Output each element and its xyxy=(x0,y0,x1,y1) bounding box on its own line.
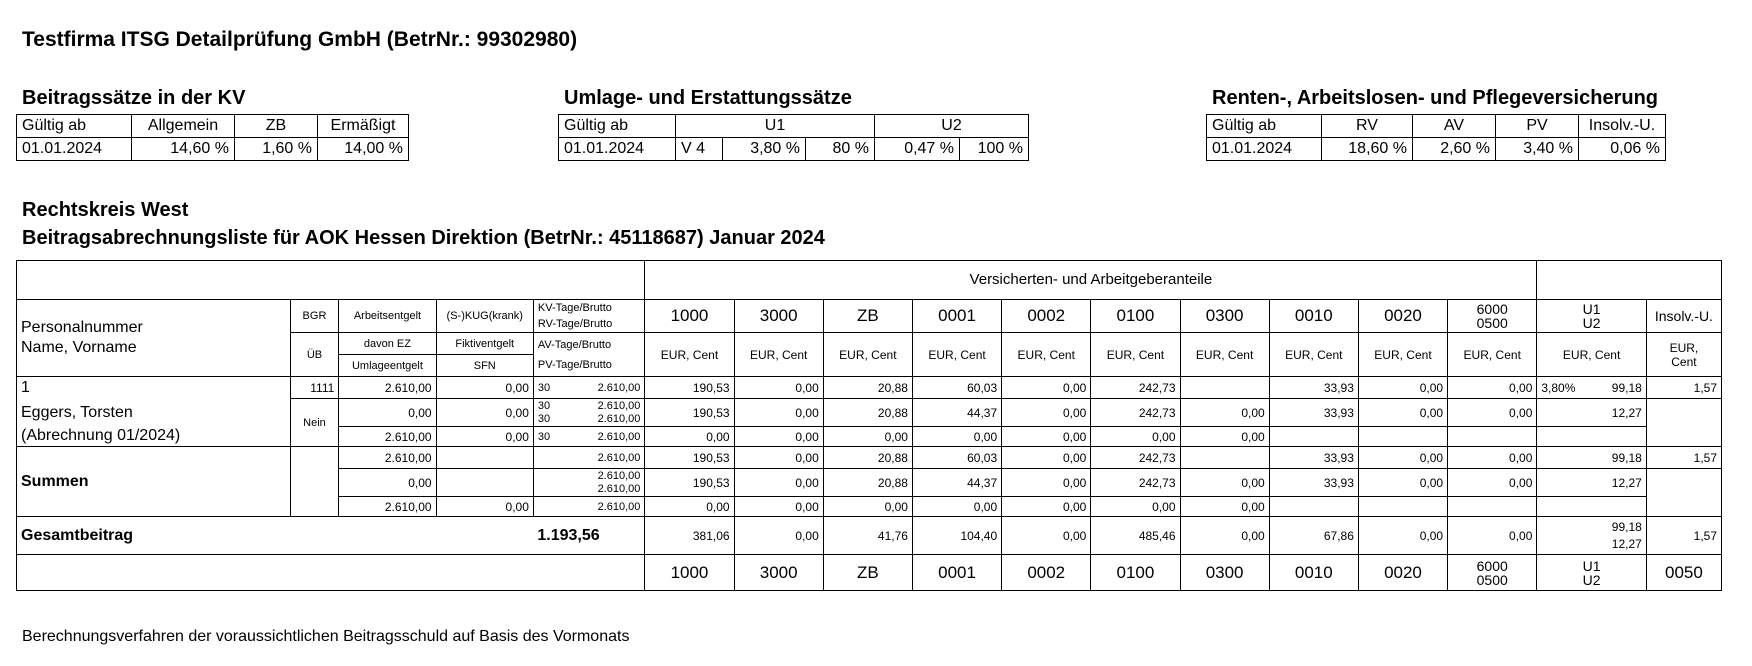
employee-row2-6000: 0,00 xyxy=(1448,399,1537,427)
header-personalnummer: Personalnummer xyxy=(21,319,143,336)
footer-code-0001: 0001 xyxy=(912,555,1001,591)
header-davon-ez: davon EZ xyxy=(339,333,436,355)
umlage-cell-verfahren: V 4 xyxy=(676,138,723,161)
umlage-cell-u2-erst: 100 % xyxy=(960,138,1029,161)
employee-row1-0300 xyxy=(1180,377,1269,399)
employee-tage-3-days: 30 xyxy=(537,412,551,425)
summen-kug-3: 0,00 xyxy=(436,497,533,517)
summen-brutto-2: 2.610,00 xyxy=(597,469,641,482)
kv-header-zb: ZB xyxy=(235,115,318,138)
kv-cell-zb: 1,60 % xyxy=(235,138,318,161)
summen-entgelt-1: 2.610,00 xyxy=(339,447,436,469)
summen-row1-0001: 60,03 xyxy=(912,447,1001,469)
summen-brutto-23 xyxy=(533,469,645,497)
umlage-cell-u1-rate: 3,80 % xyxy=(723,138,806,161)
employee-row2-0002: 0,00 xyxy=(1002,399,1091,427)
code-0300: 0300 xyxy=(1180,300,1269,333)
rv-rates-table xyxy=(1206,114,1666,161)
summen-row2-3000: 0,00 xyxy=(734,469,823,497)
footer-code-6000: 6000 xyxy=(1476,557,1508,574)
employee-name: Eggers, Torsten xyxy=(17,399,291,427)
gesamt-0020: 0,00 xyxy=(1358,517,1447,555)
summen-kug-1 xyxy=(436,447,533,469)
rv-cell-av: 2,60 % xyxy=(1413,138,1496,161)
employee-row2-0020: 0,00 xyxy=(1358,399,1447,427)
code-0500: 0500 xyxy=(1476,315,1508,331)
employee-row3-6000 xyxy=(1448,427,1537,447)
employee-ueb: Nein xyxy=(290,399,339,447)
employee-tage-4 xyxy=(533,427,645,447)
unit-0001: EUR, Cent xyxy=(912,333,1001,377)
code-0010: 0010 xyxy=(1269,300,1358,333)
gesamt-0001: 104,40 xyxy=(912,517,1001,555)
footer-code-1000: 1000 xyxy=(645,555,734,591)
footer-code-zb: ZB xyxy=(823,555,912,591)
employee-row1-0020: 0,00 xyxy=(1358,377,1447,399)
summen-row1-0020: 0,00 xyxy=(1358,447,1447,469)
kv-cell-ermaessigt: 14,00 % xyxy=(318,138,409,161)
summen-label: Summen xyxy=(17,447,291,517)
employee-tage-2-brutto: 2.610,00 xyxy=(597,399,641,412)
rv-header-av: AV xyxy=(1413,115,1496,138)
rv-cell-date: 01.01.2024 xyxy=(1207,138,1322,161)
summen-u1: 99,18 xyxy=(1537,447,1646,469)
rechtskreis-heading xyxy=(22,196,825,252)
summen-bgr-blank xyxy=(290,447,339,517)
unit-3000: EUR, Cent xyxy=(734,333,823,377)
gesamt-1000: 381,06 xyxy=(645,517,734,555)
summen-entgelt-3: 2.610,00 xyxy=(339,497,436,517)
employee-row1-0002: 0,00 xyxy=(1002,377,1091,399)
rv-header-gueltig: Gültig ab xyxy=(1207,115,1322,138)
summen-row2-0010: 33,93 xyxy=(1269,469,1358,497)
employee-period: (Abrechnung 01/2024) xyxy=(17,427,291,447)
unit-0002: EUR, Cent xyxy=(1002,333,1091,377)
summen-insolv-blank xyxy=(1646,469,1721,517)
employee-row1-6000: 0,00 xyxy=(1448,377,1537,399)
header-av-tage-label: AV-Tage/Brutto xyxy=(537,338,612,351)
employee-row2-zb: 20,88 xyxy=(823,399,912,427)
kv-header-ermaessigt: Ermäßigt xyxy=(318,115,409,138)
gesamt-6000: 0,00 xyxy=(1448,517,1537,555)
summen-row1-0010: 33,93 xyxy=(1269,447,1358,469)
summen-row1-0002: 0,00 xyxy=(1002,447,1091,469)
employee-row3-0001: 0,00 xyxy=(912,427,1001,447)
footer-code-0300: 0300 xyxy=(1180,555,1269,591)
summen-brutto-3: 2.610,00 xyxy=(597,482,641,495)
summen-brutto-4: 2.610,00 xyxy=(533,497,645,517)
header-ueb: ÜB xyxy=(290,333,339,377)
employee-row2-0001: 44,37 xyxy=(912,399,1001,427)
employee-row3-0020 xyxy=(1358,427,1447,447)
unit-0010: EUR, Cent xyxy=(1269,333,1358,377)
header-rv-tage-label: RV-Tage/Brutto xyxy=(537,318,613,330)
employee-row2-3000: 0,00 xyxy=(734,399,823,427)
footer-code-0002: 0002 xyxy=(1002,555,1091,591)
footer-code-0500: 0500 xyxy=(1476,571,1508,588)
unit-6000: EUR, Cent xyxy=(1448,333,1537,377)
summen-insolv: 1,57 xyxy=(1646,447,1721,469)
summen-row3-0002: 0,00 xyxy=(1002,497,1091,517)
header-av-pv xyxy=(533,333,645,377)
employee-insolv-blank xyxy=(1646,399,1721,447)
kv-rates-title: Beitragssätze in der KV xyxy=(22,87,246,109)
employee-row1-0001: 60,03 xyxy=(912,377,1001,399)
employee-tage-23 xyxy=(533,399,645,427)
footer-code-0020: 0020 xyxy=(1358,555,1447,591)
summen-u-blank xyxy=(1537,497,1646,517)
umlage-cell-u2-rate: 0,47 % xyxy=(875,138,960,161)
footer-code-0010: 0010 xyxy=(1269,555,1358,591)
employee-tage-1 xyxy=(533,377,645,399)
gesamt-total: 1.193,56 xyxy=(533,517,645,555)
unit-u1u2: EUR, Cent xyxy=(1537,333,1646,377)
header-pv-tage-label: PV-Tage/Brutto xyxy=(537,358,612,371)
unit-insolv-cent: Cent xyxy=(1671,354,1697,369)
footer-blank xyxy=(17,555,645,591)
rv-cell-rv: 18,60 % xyxy=(1322,138,1413,161)
rv-header-pv: PV xyxy=(1496,115,1579,138)
summen-row2-zb: 20,88 xyxy=(823,469,912,497)
code-insolv: Insolv.-U. xyxy=(1646,300,1721,333)
gesamt-0100: 485,46 xyxy=(1091,517,1180,555)
kv-rates-table xyxy=(16,114,409,161)
summen-row2-0001: 44,37 xyxy=(912,469,1001,497)
rv-header-insolv: Insolv.-U. xyxy=(1579,115,1666,138)
umlage-rates-title: Umlage- und Erstattungssätze xyxy=(564,87,852,109)
summen-row3-3000: 0,00 xyxy=(734,497,823,517)
employee-row2-0010: 33,93 xyxy=(1269,399,1358,427)
header-blank xyxy=(17,261,645,300)
employee-u1-rate: 3,80% xyxy=(1541,380,1576,395)
gesamt-3000: 0,00 xyxy=(734,517,823,555)
summen-row3-1000: 0,00 xyxy=(645,497,734,517)
company-title: Testfirma ITSG Detailprüfung GmbH (BetrNr.: 99302980) xyxy=(22,28,578,51)
gesamt-label: Gesamtbeitrag xyxy=(21,526,134,544)
unit-insolv-eur: EUR, xyxy=(1669,340,1699,355)
summen-row3-6000 xyxy=(1448,497,1537,517)
employee-kug-2: 0,00 xyxy=(436,399,533,427)
summen-row3-0020 xyxy=(1358,497,1447,517)
summen-row1-6000: 0,00 xyxy=(1448,447,1537,469)
employee-row3-0010 xyxy=(1269,427,1358,447)
employee-entgelt-3: 2.610,00 xyxy=(339,427,436,447)
rv-header-rv: RV xyxy=(1322,115,1413,138)
header-kug: (S-)KUG(krank) xyxy=(436,300,533,333)
employee-row1-1000: 190,53 xyxy=(645,377,734,399)
contribution-table xyxy=(16,260,1722,591)
rv-cell-insolv: 0,06 % xyxy=(1579,138,1666,161)
header-sfn: SFN xyxy=(436,355,533,377)
employee-row3-0100: 0,00 xyxy=(1091,427,1180,447)
summen-u2: 12,27 xyxy=(1537,469,1646,497)
employee-insolv: 1,57 xyxy=(1646,377,1721,399)
employee-row2-0300: 0,00 xyxy=(1180,399,1269,427)
summen-brutto-1: 2.610,00 xyxy=(533,447,645,469)
gesamt-u2: 12,27 xyxy=(1611,536,1642,551)
summen-row3-zb: 0,00 xyxy=(823,497,912,517)
employee-bgr: 1111 xyxy=(290,377,339,399)
employee-u-blank xyxy=(1537,427,1646,447)
employee-row3-0002: 0,00 xyxy=(1002,427,1091,447)
summen-row2-0020: 0,00 xyxy=(1358,469,1447,497)
employee-row1-zb: 20,88 xyxy=(823,377,912,399)
header-blank-right xyxy=(1537,261,1722,300)
umlage-header-u2: U2 xyxy=(875,115,1029,138)
employee-kug-1: 0,00 xyxy=(436,377,533,399)
employee-row3-3000: 0,00 xyxy=(734,427,823,447)
code-zb: ZB xyxy=(823,300,912,333)
footer-code-0050: 0050 xyxy=(1646,555,1721,591)
employee-u1 xyxy=(1537,377,1646,399)
summen-row2-0300: 0,00 xyxy=(1180,469,1269,497)
footer-code-0100: 0100 xyxy=(1091,555,1180,591)
employee-tage-2-days: 30 xyxy=(537,399,551,412)
employee-row1-0010: 33,93 xyxy=(1269,377,1358,399)
header-bgr: BGR xyxy=(290,300,339,333)
header-name: Name, Vorname xyxy=(21,339,137,356)
kv-header-gueltig: Gültig ab xyxy=(17,115,132,138)
summen-row2-1000: 190,53 xyxy=(645,469,734,497)
header-personal xyxy=(17,300,291,377)
code-1000: 1000 xyxy=(645,300,734,333)
gesamt-insolv: 1,57 xyxy=(1646,517,1721,555)
employee-tage-2 xyxy=(538,400,641,413)
unit-1000: EUR, Cent xyxy=(645,333,734,377)
summen-row1-3000: 0,00 xyxy=(734,447,823,469)
employee-entgelt-2: 0,00 xyxy=(339,399,436,427)
code-0002: 0002 xyxy=(1002,300,1091,333)
unit-zb: EUR, Cent xyxy=(823,333,912,377)
header-arbeitsentgelt: Arbeitsentgelt xyxy=(339,300,436,333)
list-title: Beitragsabrechnungsliste für AOK Hessen Direktion (BetrNr.: 45118687) Januar 2024 xyxy=(22,227,825,249)
summen-row2-0002: 0,00 xyxy=(1002,469,1091,497)
code-u1: U1 xyxy=(1582,301,1601,317)
gesamt-0002: 0,00 xyxy=(1002,517,1091,555)
code-6000-0500 xyxy=(1448,300,1537,333)
summen-row3-0100: 0,00 xyxy=(1091,497,1180,517)
code-3000: 3000 xyxy=(734,300,823,333)
header-kv-tage-label: KV-Tage/Brutto xyxy=(537,302,612,314)
header-kv-tage xyxy=(533,300,645,333)
code-0100: 0100 xyxy=(1091,300,1180,333)
rv-cell-pv: 3,40 % xyxy=(1496,138,1579,161)
code-u1-u2 xyxy=(1537,300,1646,333)
unit-0020: EUR, Cent xyxy=(1358,333,1447,377)
code-0001: 0001 xyxy=(912,300,1001,333)
employee-tage-4-days: 30 xyxy=(537,430,551,443)
gesamt-label-cell xyxy=(17,517,534,555)
umlage-cell-date: 01.01.2024 xyxy=(559,138,676,161)
code-6000: 6000 xyxy=(1476,301,1508,317)
employee-kug-3: 0,00 xyxy=(436,427,533,447)
umlage-header-gueltig: Gültig ab xyxy=(559,115,676,138)
gesamt-zb: 41,76 xyxy=(823,517,912,555)
umlage-rates-table xyxy=(558,114,1029,161)
employee-row2-1000: 190,53 xyxy=(645,399,734,427)
group-header: Versicherten- und Arbeitgeberanteile xyxy=(645,261,1537,300)
summen-row2-6000: 0,00 xyxy=(1448,469,1537,497)
summen-row3-0001: 0,00 xyxy=(912,497,1001,517)
kv-cell-date: 01.01.2024 xyxy=(17,138,132,161)
summen-row2-0100: 242,73 xyxy=(1091,469,1180,497)
gesamt-u1u2 xyxy=(1537,517,1646,555)
header-umlageentgelt: Umlageentgelt xyxy=(339,355,436,377)
rv-rates-title: Renten-, Arbeitslosen- und Pflegeversicherung xyxy=(1212,87,1659,109)
summen-row1-0100: 242,73 xyxy=(1091,447,1180,469)
rechtskreis-label: Rechtskreis West xyxy=(22,199,189,221)
unit-0100: EUR, Cent xyxy=(1091,333,1180,377)
summen-row1-zb: 20,88 xyxy=(823,447,912,469)
footer-code-u2: U2 xyxy=(1582,571,1601,588)
summen-row3-0300: 0,00 xyxy=(1180,497,1269,517)
summen-row1-0300 xyxy=(1180,447,1269,469)
summen-row1-1000: 190,53 xyxy=(645,447,734,469)
employee-entgelt-1: 2.610,00 xyxy=(339,377,436,399)
employee-tage-1-brutto: 2.610,00 xyxy=(597,381,641,394)
gesamt-0300: 0,00 xyxy=(1180,517,1269,555)
umlage-cell-u1-erst: 80 % xyxy=(806,138,875,161)
umlage-header-u1: U1 xyxy=(676,115,875,138)
footer-code-3000: 3000 xyxy=(734,555,823,591)
summen-kug-2 xyxy=(436,469,533,497)
header-fiktiv: Fiktiventgelt xyxy=(436,333,533,355)
employee-u1-value: 99,18 xyxy=(1611,380,1642,395)
footer-code-u1-u2 xyxy=(1537,555,1646,591)
employee-row1-3000: 0,00 xyxy=(734,377,823,399)
kv-header-allgemein: Allgemein xyxy=(132,115,235,138)
unit-0300: EUR, Cent xyxy=(1180,333,1269,377)
unit-insolv xyxy=(1646,333,1721,377)
footnote: Berechnungsverfahren der voraussichtlichen Beitragsschuld auf Basis des Vormonats xyxy=(22,628,630,645)
code-u2: U2 xyxy=(1582,315,1601,331)
code-0020: 0020 xyxy=(1358,300,1447,333)
kv-cell-allgemein: 14,60 % xyxy=(132,138,235,161)
employee-row3-1000: 0,00 xyxy=(645,427,734,447)
employee-tage-1-days: 30 xyxy=(537,381,551,394)
summen-entgelt-2: 0,00 xyxy=(339,469,436,497)
employee-tage-3 xyxy=(538,413,641,426)
employee-nr: 1 xyxy=(17,377,291,399)
footer-code-u1: U1 xyxy=(1582,557,1601,574)
employee-u2: 12,27 xyxy=(1537,399,1646,427)
summen-row3-0010 xyxy=(1269,497,1358,517)
employee-tage-3-brutto: 2.610,00 xyxy=(597,412,641,425)
employee-tage-4-brutto: 2.610,00 xyxy=(597,430,641,443)
gesamt-u1: 99,18 xyxy=(1611,519,1642,534)
employee-row2-0100: 242,73 xyxy=(1091,399,1180,427)
employee-row3-zb: 0,00 xyxy=(823,427,912,447)
employee-row3-0300: 0,00 xyxy=(1180,427,1269,447)
footer-code-6000-0500 xyxy=(1448,555,1537,591)
gesamt-0010: 67,86 xyxy=(1269,517,1358,555)
employee-row1-0100: 242,73 xyxy=(1091,377,1180,399)
